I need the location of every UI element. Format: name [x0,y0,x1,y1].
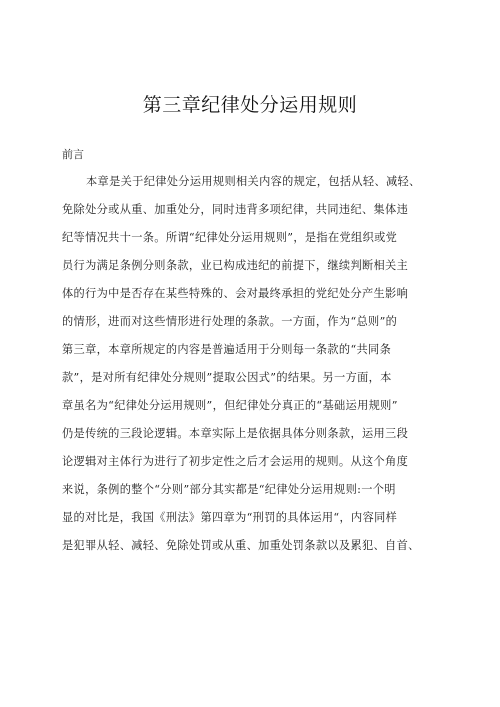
paragraph-line: 仍是传统的三段论逻辑。本章实际上是依据具体分则条款，运用三段 [62,427,409,440]
paragraph-line: 款”，是对所有纪律处分规则”提取公因式”的结果。另一方面，本 [62,371,392,384]
section-label: 前言 [62,148,84,161]
paragraph-line: 是犯罪从轻、减轻、免除处罚或从重、加重处罚条款以及累犯、自首、 [62,539,420,552]
paragraph-line: 体的行为中是否存在某些特殊的、会对最终承担的党纪处分产生影响 [62,287,409,300]
paragraph-line: 来说，条例的整个“分则”部分其实都是“纪律处分运用规则:一个明 [62,483,396,496]
paragraph-line: 免除处分或从重、加重处分，同时违背多项纪律，共同违纪、集体违 [62,203,409,216]
paragraph-line: 章虽名为“纪律处分运用规则”，但纪律处分真正的“基础运用规则” [62,399,398,412]
body-paragraph [62,168,446,560]
page-title: 第三章纪律处分运用规则 [142,94,358,116]
paragraph-line: 第三章，本章所规定的内容是普遍适用于分则每一条款的“共同条 [62,343,392,356]
paragraph-line: 论逻辑对主体行为进行了初步定性之后才会运用的规则。从这个角度 [62,455,409,468]
paragraph-line: 本章是关于纪律处分运用规则相关内容的规定，包括从轻、减轻、 [86,175,421,188]
paragraph-line: 的情形，进而对这些情形进行处理的条款。一方面，作为“总则”的 [62,315,398,328]
paragraph-line: 显的对比是，我国《刑法》第四章为“刑罚的具体运用“，内容同样 [62,511,398,524]
paragraph-line: 员行为满足条例分则条款，业已构成违纪的前提下，继续判断相关主 [62,259,409,272]
paragraph-line: 纪等情况共十一条。所谓“纪律处分运用规则”，是指在党组织或党 [62,231,398,244]
